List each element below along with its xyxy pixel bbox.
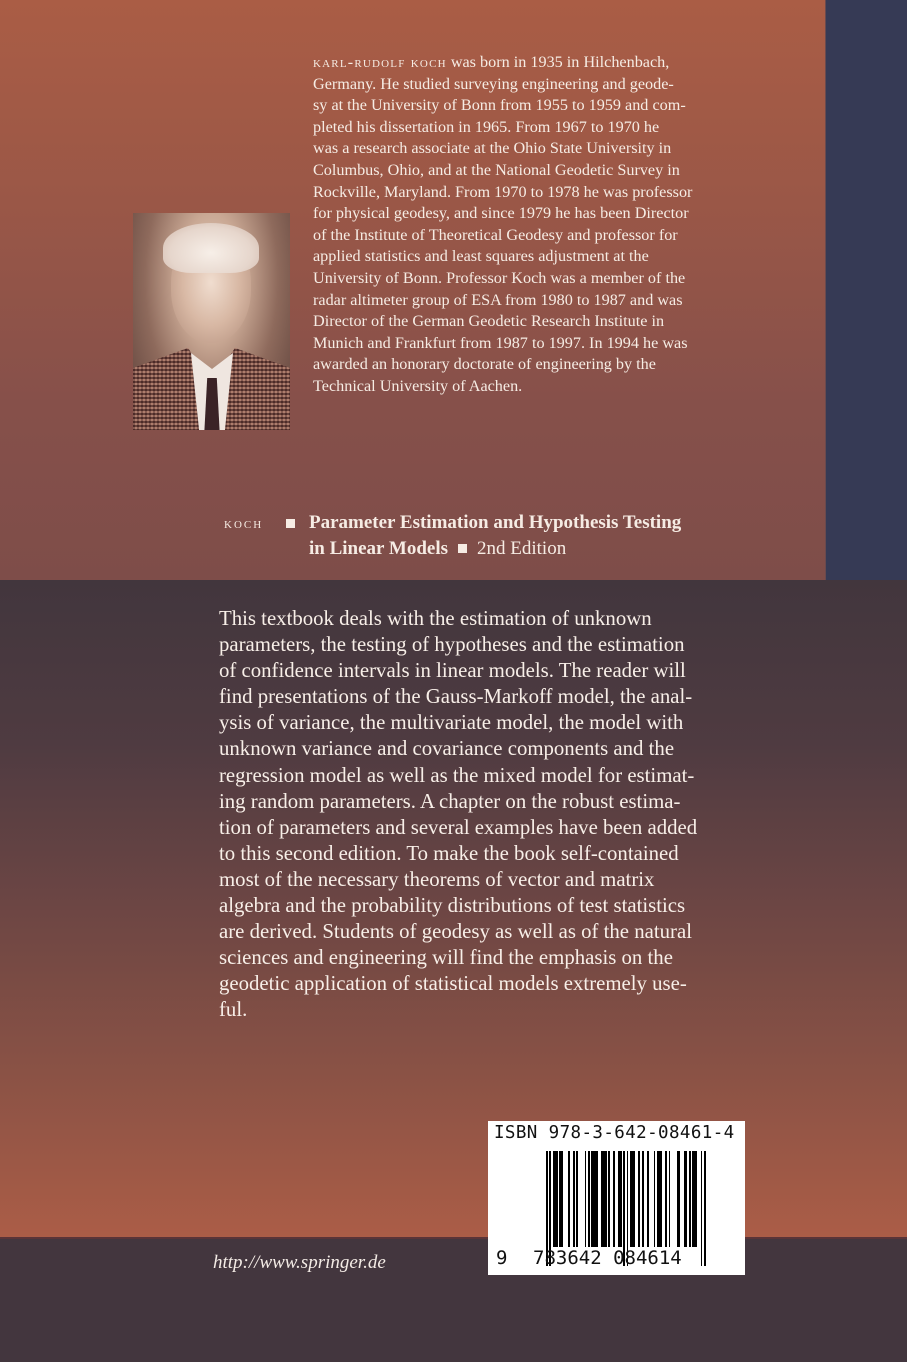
barcode-bar [561, 1151, 563, 1247]
barcode-bar [685, 1151, 687, 1247]
book-title-line2-text: in Linear Models [309, 538, 448, 559]
description-line: find presentations of the Gauss-Markoff model, the anal- [219, 685, 693, 709]
publisher-url[interactable]: http://www.springer.de [213, 1252, 386, 1273]
barcode-bar [647, 1151, 649, 1247]
barcode-bar [568, 1151, 570, 1247]
barcode-bar [556, 1151, 558, 1247]
barcode-bar [679, 1151, 681, 1247]
barcode-bar [669, 1151, 671, 1247]
bio-line: Germany. He studied surveying engineering and geode- [313, 74, 674, 93]
bio-line: Technical University of Aachen. [313, 376, 523, 395]
description-line: to this second edition. To make the book self-contained [219, 841, 679, 865]
book-title-line1: Parameter Estimation and Hypothesis Testing [309, 512, 682, 533]
barcode-bar [654, 1151, 656, 1247]
navy-side-strip [825, 0, 907, 580]
description-line: algebra and the probability distributions of test statistics [219, 894, 686, 918]
barcode-bar [642, 1151, 644, 1247]
barcode-bar [613, 1151, 615, 1247]
barcode-bar [605, 1151, 607, 1247]
bio-line: Munich and Frankfurt from 1987 to 1997. In 1994 he was [313, 333, 688, 352]
description-line: ful. [219, 998, 248, 1022]
bio-line: radar altimeter group of ESA from 1980 to 1987 and was [313, 290, 683, 309]
barcode-first-digit: 9 [496, 1247, 508, 1269]
barcode-bar [596, 1151, 598, 1247]
isbn-label: ISBN 978-3-642-08461-4 [494, 1123, 735, 1143]
bio-line: Director of the German Geodetic Research Institute in [313, 312, 665, 331]
author-photo [133, 213, 290, 430]
barcode-digits: 783642 084614 [533, 1247, 682, 1269]
book-title-line2 [309, 536, 566, 562]
bio-line: sy at the University of Bonn from 1955 to 1959 and com- [313, 96, 686, 115]
bio-line: pleted his dissertation in 1965. From 1967 to 1970 he [313, 117, 660, 136]
barcode-bar [665, 1151, 667, 1247]
description-line: of confidence intervals in linear models. The reader will [219, 659, 686, 683]
isbn-barcode [488, 1121, 745, 1275]
cover-bottom-band [0, 1237, 907, 1362]
bio-line: Columbus, Ohio, and at the National Geodetic Survey in [313, 160, 680, 179]
description-line: are derived. Students of geodesy as well as of the natural [219, 920, 692, 944]
description-line: geodetic application of statistical models extremely use- [219, 972, 687, 996]
barcode-bar [696, 1151, 698, 1247]
photo-hair [163, 223, 259, 273]
bio-line: applied statistics and least squares adjustment at the [313, 247, 649, 266]
barcode-bar [585, 1151, 587, 1247]
description-line: parameters, the testing of hypotheses and the estimation [219, 633, 685, 657]
description-line: ing random parameters. A chapter on the robust estima- [219, 789, 681, 813]
bio-line: for physical geodesy, and since 1979 he has been Director [313, 204, 689, 223]
bio-line: of the Institute of Theoretical Geodesy and professor for [313, 225, 678, 244]
barcode-bar [573, 1151, 575, 1247]
barcode-bar [689, 1151, 691, 1247]
bio-line: karl-rudolf koch was born in 1935 in Hilchenbach, [313, 53, 670, 71]
description-line: ysis of variance, the multivariate model, the model with [219, 711, 684, 735]
barcode-bar [660, 1151, 662, 1247]
description-line: This textbook deals with the estimation of unknown [219, 607, 652, 630]
square-bullet-icon [286, 519, 295, 528]
edition-label: 2nd Edition [477, 538, 567, 559]
description-line: sciences and engineering will find the emphasis on the [219, 946, 673, 970]
description-line: unknown variance and covariance components and the [219, 737, 675, 761]
barcode-bar [633, 1151, 635, 1247]
bio-line: University of Bonn. Professor Koch was a member of the [313, 268, 686, 287]
title-author: koch [224, 515, 264, 532]
description-line: regression model as well as the mixed model for estimat- [219, 763, 695, 787]
barcode-bar [620, 1151, 622, 1247]
bio-line: awarded an honorary doctorate of engineering by the [313, 355, 656, 374]
barcode-bar [638, 1151, 640, 1247]
barcode-bar [588, 1151, 590, 1247]
book-description [219, 606, 819, 1024]
bio-line: Rockville, Maryland. From 1970 to 1978 he was professor [313, 182, 693, 201]
bio-line: was a research associate at the Ohio State University in [313, 139, 672, 158]
barcode-bar [576, 1151, 578, 1247]
description-line: tion of parameters and several examples have been added [219, 815, 698, 839]
author-name: karl-rudolf koch [313, 53, 447, 71]
barcode-bar [608, 1151, 610, 1247]
author-bio [313, 52, 813, 398]
description-line: most of the necessary theorems of vector and matrix [219, 867, 655, 891]
square-bullet-icon [458, 544, 467, 553]
